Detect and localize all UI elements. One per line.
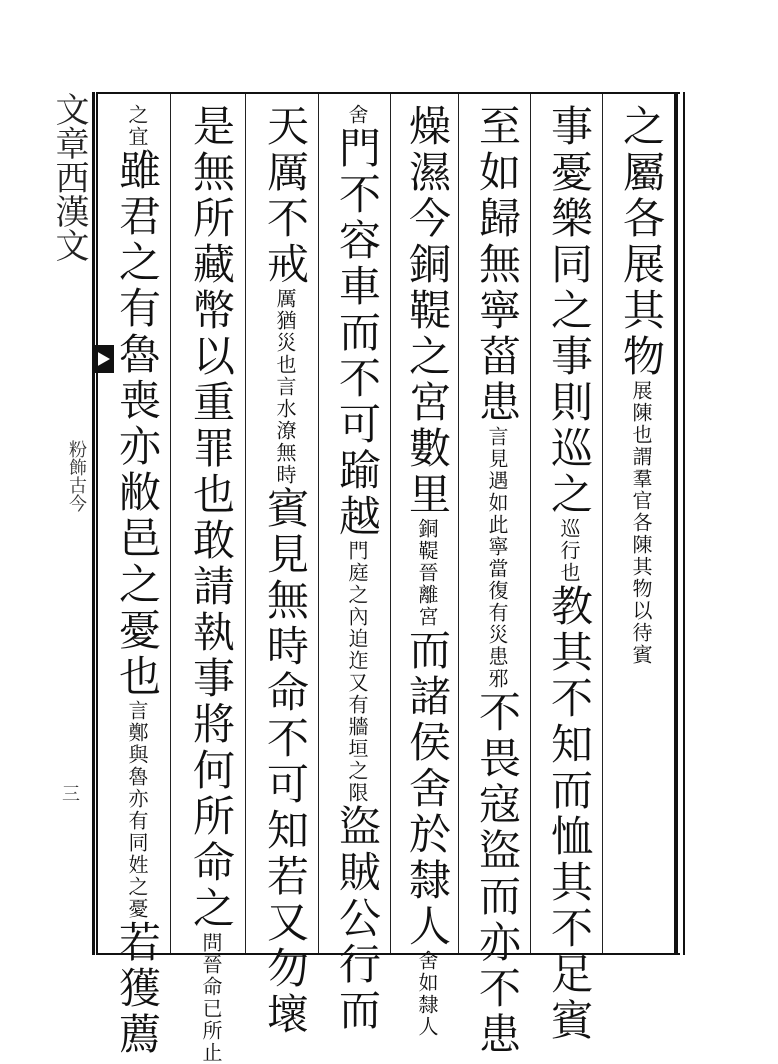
gutter-title: 粉飾古今 (66, 440, 87, 512)
main-text: 盜賊公行而 (333, 804, 382, 1034)
main-text: 雖君之有魯喪亦敝邑之憂也 (113, 148, 162, 700)
annotation: 之宜 (125, 104, 149, 148)
main-text: 不畏寇盜而亦不患 (473, 690, 522, 1058)
main-text: 天厲不戒 (261, 104, 310, 288)
text-column-5 (328, 104, 386, 1034)
text-column-4 (398, 104, 456, 1038)
annotation: 展陳也謂羣官各陳其物以待賓 (629, 380, 653, 666)
frame-right-border-inner (683, 92, 685, 955)
text-column-6 (256, 104, 314, 1038)
main-text: 若獲薦 (113, 920, 162, 1058)
annotation: 問晉命已所止 (199, 932, 223, 1064)
annotation: 言鄭與魯亦有同姓之憂 (125, 700, 149, 920)
text-column-7 (182, 104, 240, 1064)
annotation: 厲猶災也言水潦無時 (273, 288, 297, 486)
annotation: 舍如隸人 (415, 950, 439, 1038)
annotation: 巡行也 (557, 518, 581, 584)
column-rule (390, 94, 391, 953)
annotation: 門庭之內迫迮又有牆垣之限 (345, 540, 369, 804)
main-text: 至如歸無寧菑患 (473, 104, 522, 426)
edge-text: 文章西漢文 (49, 92, 89, 262)
annotation: 舍 (345, 104, 369, 126)
frame-right-border (674, 92, 678, 955)
column-rule (458, 94, 459, 953)
main-text: 事憂樂同之事則巡之 (545, 104, 594, 518)
column-rule (245, 94, 246, 953)
main-text: 而諸侯舍於隸人 (403, 628, 452, 950)
main-text: 門不容車而不可踰越 (333, 126, 382, 540)
column-rule (602, 94, 603, 953)
main-text: 賓見無時命不可知若又勿壞 (261, 486, 310, 1038)
main-text: 燥濕今銅鞮之宮數里 (403, 104, 452, 518)
column-rule (170, 94, 171, 953)
text-column-1 (612, 104, 670, 944)
page-number: 三 (62, 784, 80, 805)
gutter-border (92, 92, 95, 955)
text-column-2 (540, 104, 598, 1044)
main-text: 之屬各展其物 (617, 104, 666, 380)
column-rule (318, 94, 319, 953)
annotation: 銅鞮晉離宮 (415, 518, 439, 628)
main-text: 教其不知而恤其不足賓 (545, 584, 594, 1044)
text-column-3 (468, 104, 526, 1058)
main-text: 是無所藏幣以重罪也敢請執事將何所命之 (187, 104, 236, 932)
text-column-8 (108, 104, 166, 1058)
annotation: 言見遇如此寧當復有災患邪 (485, 426, 509, 690)
column-rule (530, 94, 531, 953)
